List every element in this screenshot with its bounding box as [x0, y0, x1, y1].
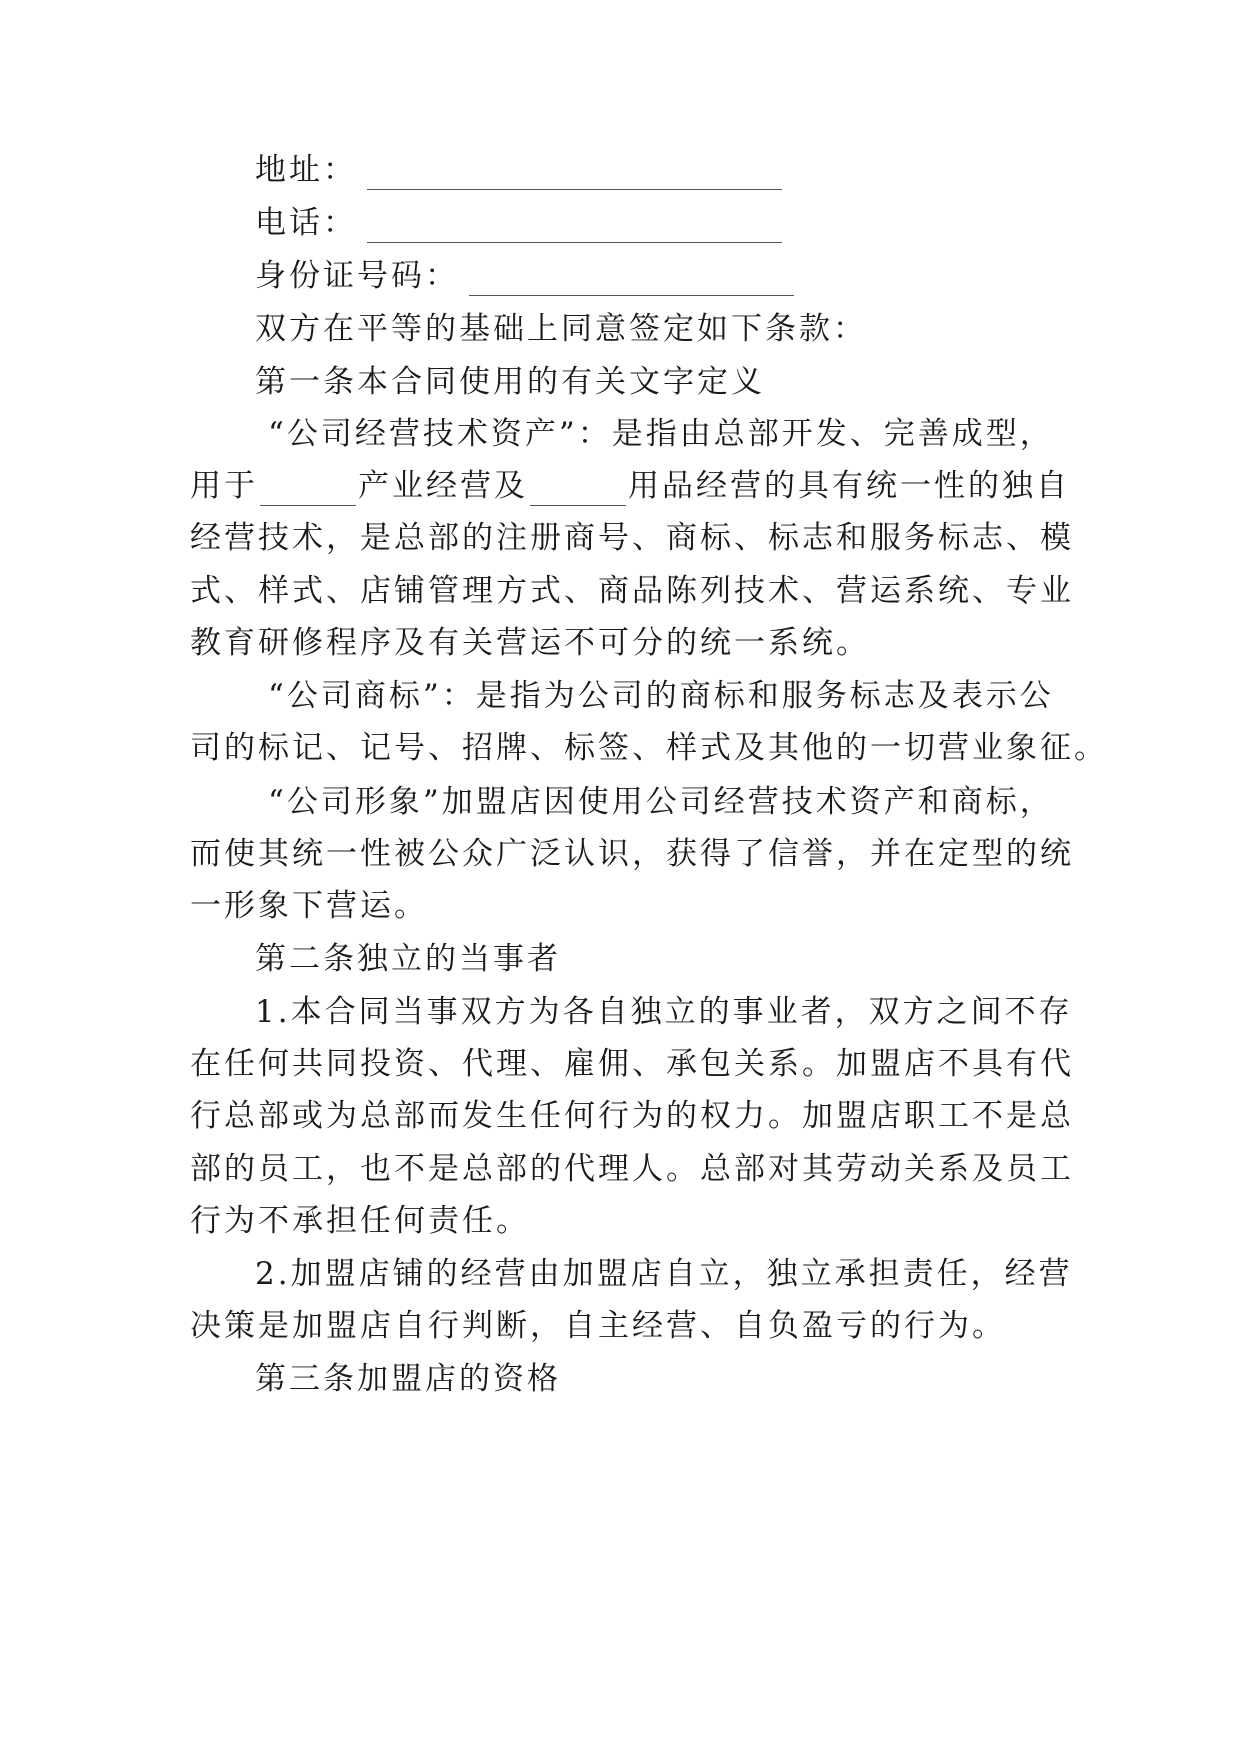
- article-1-p2-line1: “公司商标”：是指为公司的商标和服务标志及表示公: [268, 678, 1054, 714]
- article-1-title: 第一条本合同使用的有关文字定义: [255, 364, 765, 400]
- goods-blank[interactable]: [530, 475, 626, 506]
- article-1-p3-line2: 而使其统一性被公众广泛认识，获得了信誉，并在定型的统: [190, 836, 1074, 872]
- article-1-p3-line1: “公司形象”加盟店因使用公司经营技术资产和商标，: [268, 784, 1054, 820]
- article-1-p1-line1: “公司经营技术资产”：是指由总部开发、完善成型，: [268, 416, 1054, 452]
- article-1-p1-line2: [190, 466, 1070, 506]
- article-2-p1-line1: 1.本合同当事双方为各自独立的事业者，双方之间不存: [255, 994, 1073, 1030]
- article-2-title: 第二条独立的当事者: [255, 941, 561, 977]
- text-segment: 用品经营的具有统一性的独自: [628, 468, 1070, 504]
- article-1-p1-line3: 经营技术，是总部的注册商号、商标、标志和服务标志、模: [190, 520, 1074, 556]
- article-1-p3-line3: 一形象下营运。: [190, 888, 428, 924]
- article-1-p1-line4: 式、样式、店铺管理方式、商品陈列技术、营运系统、专业: [190, 573, 1074, 609]
- article-2-p1-line4: 部的员工，也不是总部的代理人。总部对其劳动关系及员工: [190, 1151, 1074, 1187]
- article-1-p2-line2: 司的标记、记号、招牌、标签、样式及其他的一切营业象征。: [190, 730, 1108, 766]
- address-field-row: [255, 150, 782, 190]
- text-segment: 产业经营及: [358, 468, 528, 504]
- address-blank[interactable]: [367, 159, 782, 190]
- text-segment: 用于: [190, 468, 258, 504]
- id-blank[interactable]: [469, 265, 794, 296]
- article-1-p1-line5: 教育研修程序及有关营运不可分的统一系统。: [190, 625, 870, 661]
- article-2-p2-line2: 决策是加盟店自行判断，自主经营、自负盈亏的行为。: [190, 1308, 1006, 1344]
- article-2-p1-line5: 行为不承担任何责任。: [190, 1203, 530, 1239]
- article-3-title: 第三条加盟店的资格: [255, 1361, 561, 1397]
- id-field-row: [255, 256, 794, 296]
- address-label: 地址：: [255, 152, 357, 188]
- phone-field-row: [255, 203, 782, 243]
- article-2-p2-line1: 2.加盟店铺的经营由加盟店自立，独立承担责任，经营: [255, 1256, 1073, 1292]
- industry-blank[interactable]: [260, 475, 356, 506]
- intro-line: 双方在平等的基础上同意签定如下条款：: [255, 311, 867, 347]
- article-2-p1-line3: 行总部或为总部而发生任何行为的权力。加盟店职工不是总: [190, 1098, 1074, 1134]
- phone-label: 电话：: [255, 205, 357, 241]
- phone-blank[interactable]: [367, 212, 782, 243]
- article-2-p1-line2: 在任何共同投资、代理、雇佣、承包关系。加盟店不具有代: [190, 1046, 1074, 1082]
- id-label: 身份证号码：: [255, 258, 459, 294]
